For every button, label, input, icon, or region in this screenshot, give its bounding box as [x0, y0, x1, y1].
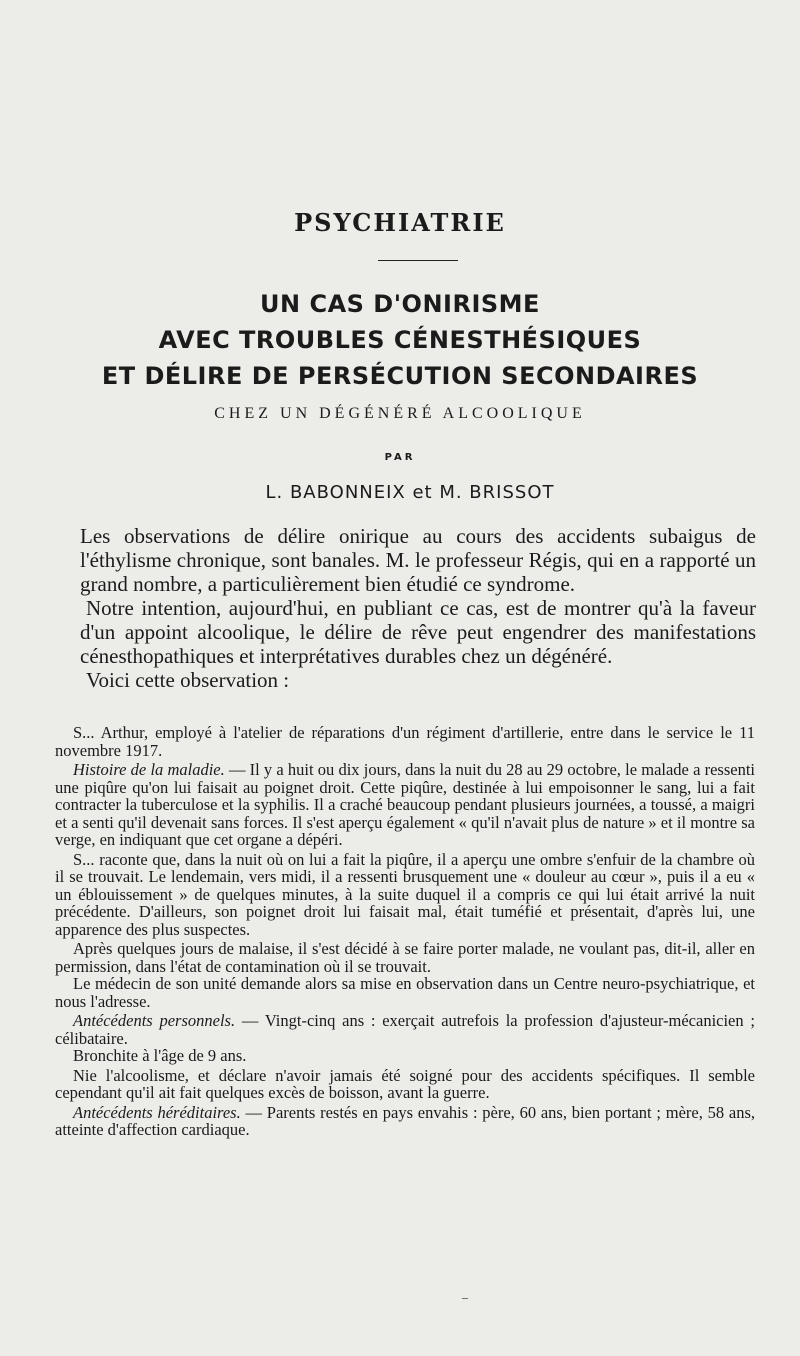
article-title-line-1: UN CAS D'ONIRISME — [260, 290, 540, 318]
personal-paragraph: Nie l'alcoolisme, et déclare n'avoir jamais été soigné pour des accidents spécifiques. Il semble cependant qu'il ait fait quelques excès de boisson, avant la guerre. — [55, 1065, 755, 1102]
history-heading: Histoire de la maladie. — [73, 760, 225, 779]
intro-paragraph: Notre intention, aujourd'hui, en publiant ce cas, est de montrer qu'à la faveur d'un appoint alcoolique, le délire de rêve peut engendrer des manifestations cénesthopathiques et interprétatives durables chez un dégénéré. — [80, 596, 756, 668]
article-title-line-2: AVEC TROUBLES CÉNESTHÉSIQUES — [158, 326, 642, 354]
history-paragraph: Après quelques jours de malaise, il s'est décidé à se faire porter malade, ne voulant pas, dit-il, aller en permission, dans l'état de contamination où il se trouvait. — [55, 939, 755, 976]
hereditary-text: — Parents restés en pays envahis : père, 60 ans, bien portant ; mère, 58 ans, atteinte d'affection cardiaque. — [55, 1102, 755, 1139]
title-rule — [378, 260, 458, 261]
authors: L. BABONNEIX et M. BRISSOT — [265, 482, 555, 503]
history-paragraph: Le médecin de son unité demande alors sa mise en observation dans un Centre neuro-psychiatrique, et nous l'adresse. — [55, 974, 755, 1011]
article-title-line-3: ET DÉLIRE DE PERSÉCUTION SECONDAIRES — [101, 362, 699, 390]
history-paragraph: S... raconte que, dans la nuit où on lui a fait la piqûre, il a aperçu une ombre s'enfuir de la chambre où il se trouvait. Le lendemain, vers midi, il a ressenti brusquement une « douleur au cœur », puis il a eu « un éblouissement » de quelques minutes, à la suite duquel il a compris ce qui lui était arrivé la nuit précédente. D'ailleurs, son poignet droit lui faisait mal, était tuméfié et présentait, d'après lui, une apparence des plus suspectes. — [55, 849, 755, 939]
intro-paragraph: Voici cette observation : — [86, 668, 290, 692]
personal-text: — Vingt-cinq ans : exerçait autrefois la profession d'ajusteur-mécanicien ; célibataire. — [55, 1011, 755, 1048]
section-title: PSYCHIATRIE — [294, 208, 506, 237]
personal-paragraph: Bronchite à l'âge de 9 ans. — [73, 1046, 247, 1065]
personal-paragraph — [55, 1012, 755, 1047]
introduction — [80, 524, 756, 692]
page-mark: – — [462, 1290, 468, 1304]
byline-par: PAR — [384, 452, 416, 463]
admission-paragraph: S... Arthur, employé à l'atelier de réparations d'un régiment d'artillerie, entre dans le service le 11 novembre 1917. — [55, 723, 755, 760]
personal-heading: Antécédents personnels. — [73, 1011, 236, 1030]
hereditary-paragraph — [55, 1104, 755, 1139]
hereditary-heading: Antécédents héréditaires. — [73, 1102, 241, 1122]
history-text: — Il y a huit ou dix jours, dans la nuit du 28 au 29 octobre, le malade a ressenti une piqûre qu'on lui faisait au poignet droit. Cette piqûre, destinée à lui empoisonner le sang, lui a fait contracter la tuberculose et la syphilis. Il a craché beaucoup pendant plusieurs journées, a toussé, a maigri et a senti qu'il devenait sans forces. Il s'est aperçu également « qu'il n'avait plus de nature » et il montre sa verge, en indiquant que cet organe a dépéri. — [55, 760, 755, 849]
intro-paragraph: Les observations de délire onirique au cours des accidents subaigus de l'éthylisme chronique, sont banales. M. le professeur Régis, qui en a rapporté un grand nombre, a particulièrement bien étudié ce syndrome. — [80, 524, 756, 596]
history-paragraph — [55, 761, 755, 849]
article-subtitle: CHEZ UN DÉGÉNÉRÉ ALCOOLIQUE — [214, 405, 586, 422]
observation-text — [55, 724, 755, 1139]
